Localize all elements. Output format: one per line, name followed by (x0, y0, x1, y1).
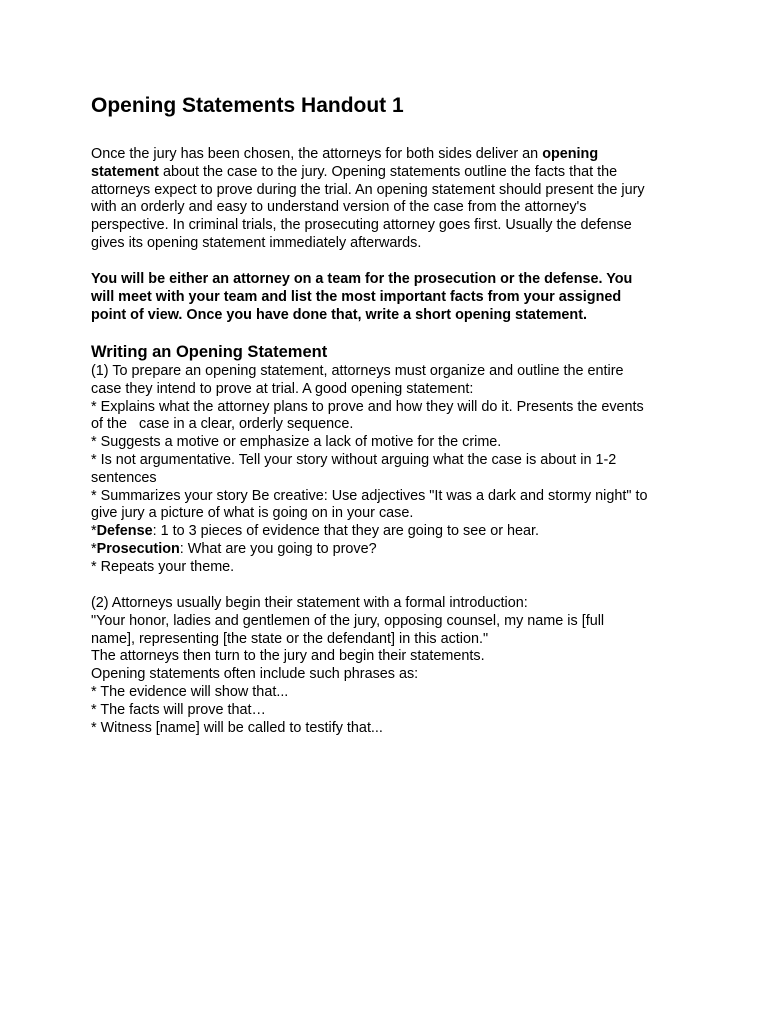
defense-label: Defense (96, 523, 153, 540)
step-line: (1) To prepare an opening statement, attorneys must organize and outline the entire (91, 363, 624, 379)
prosecution-label: Prosecution (96, 540, 180, 557)
bullet-prefix: * (91, 523, 97, 540)
prosecution-text: : What are you going to prove? (179, 540, 377, 557)
bullet-line: * Summarizes your story Be creative: Use adjectives "It was a dark and stormy night" to (91, 487, 648, 504)
intro-line: gives its opening statement immediately afterwards. (91, 234, 422, 251)
quote-line: name], representing [the state or the defendant] in this action." (91, 630, 489, 647)
intro-line: perspective. In criminal trials, the prosecuting attorney goes first. Usually the defense (91, 217, 632, 234)
intro-paragraph (91, 146, 691, 253)
intro-step-line: (2) Attorneys usually begin their statement with a formal introduction: (91, 595, 528, 611)
formal-introduction (91, 595, 691, 737)
defense-line (91, 523, 691, 541)
bullet-line: sentences (91, 469, 157, 486)
task-line: will meet with your team and list the most important facts from your assigned (91, 288, 622, 305)
intro-emphasis: opening (542, 146, 599, 162)
quote-line: "Your honor, ladies and gentlemen of the jury, opposing counsel, my name is [full (91, 612, 605, 629)
step-line: case they intend to prove at trial. A good opening statement: (91, 380, 474, 397)
phrase-item: * The evidence will show that... (91, 683, 289, 700)
task-line: You will be either an attorney on a team for the prosecution or the defense. You (91, 271, 633, 287)
bullet-line: * Suggests a motive or emphasize a lack of motive for the crime. (91, 434, 502, 451)
intro-text: about the case to the jury. Opening statements outline the facts that the (158, 163, 618, 180)
intro-line (91, 146, 691, 164)
bullet-line: * Explains what the attorney plans to prove and how they will do it. Presents the events (91, 398, 644, 415)
prosecution-line (91, 541, 691, 559)
intro-line: attorneys expect to prove during the trial. An opening statement should present the jury (91, 181, 645, 198)
intro-text: Once the jury has been chosen, the attorneys for both sides deliver an (91, 146, 543, 162)
bullet-prefix: * (91, 540, 97, 557)
task-line: point of view. Once you have done that, write a short opening statement. (91, 306, 588, 323)
bullet-line: give jury a picture of what is going on in your case. (91, 505, 414, 522)
intro-step-line: Opening statements often include such phrases as: (91, 666, 419, 683)
phrase-item: * The facts will prove that… (91, 701, 266, 718)
intro-line (91, 164, 691, 182)
phrase-item: * Witness [name] will be called to testify that... (91, 719, 383, 736)
intro-step-line: The attorneys then turn to the jury and begin their statements. (91, 648, 485, 665)
bullet-line: * Is not argumentative. Tell your story without arguing what the case is about in 1-2 (91, 451, 617, 468)
section-heading: Writing an Opening Statement (91, 343, 328, 361)
intro-emphasis: statement (91, 163, 159, 180)
defense-text: : 1 to 3 pieces of evidence that they are going to see or hear. (152, 523, 540, 540)
preparation-steps (91, 363, 691, 577)
task-instructions (91, 271, 691, 324)
bullet-line: * Repeats your theme. (91, 558, 235, 575)
bullet-line: of the case in a clear, orderly sequence. (91, 416, 354, 433)
intro-line: with an orderly and easy to understand version of the case from the attorney's (91, 199, 587, 216)
page-title: Opening Statements Handout 1 (91, 94, 404, 117)
